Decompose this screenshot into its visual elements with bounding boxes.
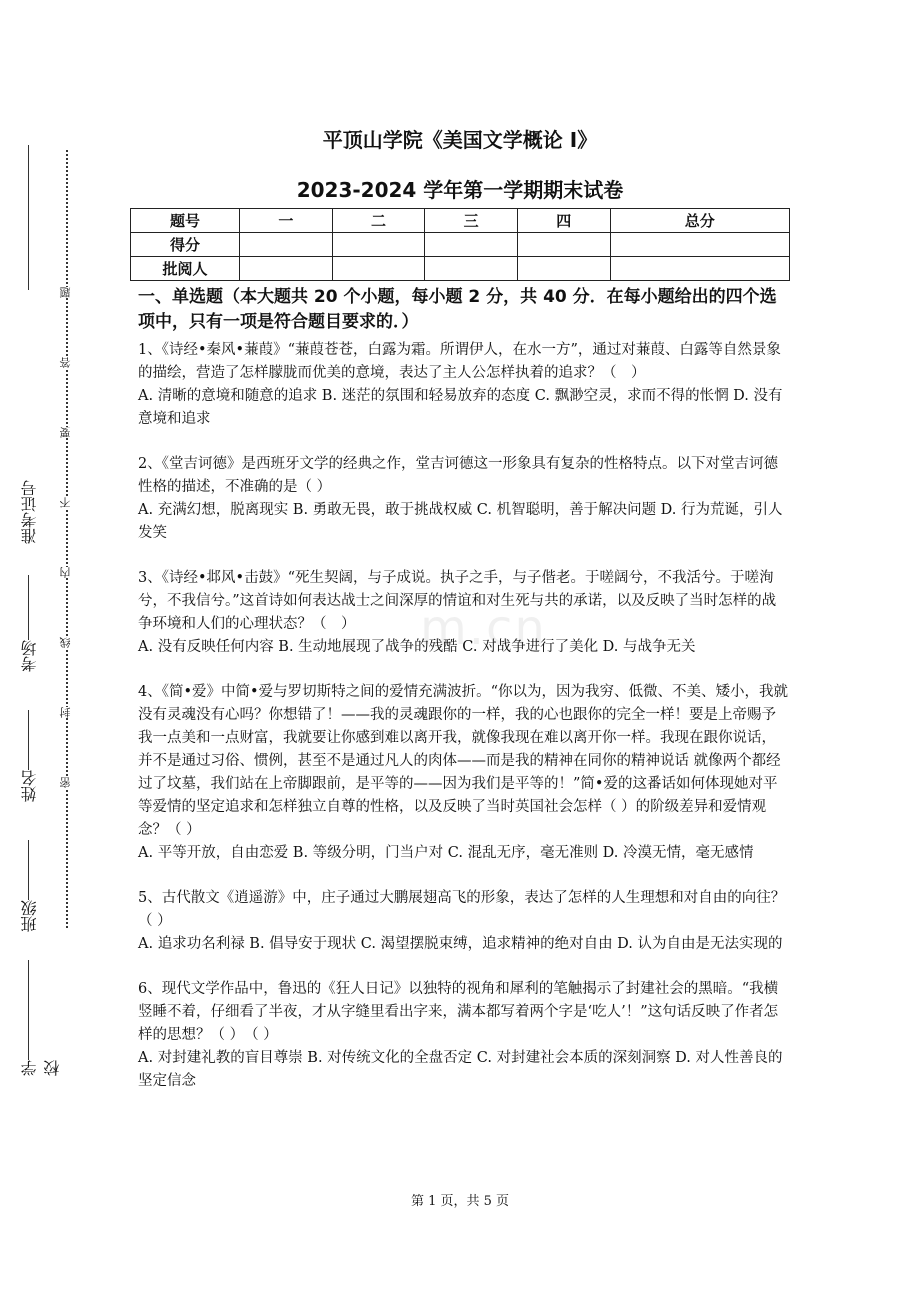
question <box>138 681 788 865</box>
field-line-class <box>28 840 29 900</box>
question <box>138 453 788 545</box>
grader-row <box>131 257 790 281</box>
question-options: A. 平等开放，自由恋爱 B. 等级分明，门当户对 C. 混乱无序，毫无准则 D. 冷漠无情，毫无感情 <box>138 845 754 861</box>
question-options: A. 清晰的意境和随意的追求 B. 迷茫的氛围和轻易放弃的态度 C. 飘渺空灵，求而不得的怅惘 D. 没有意境和追求 <box>138 388 783 427</box>
score-cell[interactable] <box>425 233 518 257</box>
score-col-header: 一 <box>240 209 333 233</box>
question <box>138 339 788 431</box>
field-line-name <box>28 710 29 770</box>
score-cell[interactable] <box>240 233 333 257</box>
score-cell[interactable] <box>610 233 789 257</box>
score-cell[interactable] <box>332 233 425 257</box>
field-line-exam-id <box>28 145 29 290</box>
label-class: 班级 <box>20 900 39 932</box>
question-stem: 3、《诗经•邶风•击鼓》“死生契阔，与子成说。执子之手，与子偕老。于嗟阔兮，不我活兮。于嗟洵兮，不我信兮。”这首诗如何表达战士之间深厚的情谊和对生死与共的承诺，以及反映了当时怎样的战争环境和人们的心理状态？（ ） <box>138 570 777 632</box>
question-options: A. 追求功名利禄 B. 倡导安于现状 C. 渴望摆脱束缚，追求精神的绝对自由 D. 认为自由是无法实现的 <box>138 936 783 952</box>
question-stem: 6、现代文学作品中，鲁迅的《狂人日记》以独特的视角和犀利的笔触揭示了封建社会的黑暗。“我横竖睡不着，仔细看了半夜，才从字缝里看出字来，满本都写着两个字是‘吃人’！”这句话反映了作者怎样的思想？（ ） （ ） <box>138 981 779 1043</box>
page-footer: 第 1 页，共 5 页 <box>410 1194 510 1209</box>
score-table <box>130 208 790 281</box>
label-school: 学校 <box>20 1060 62 1076</box>
exam-title: 平顶山学院《美国文学概论 I》 <box>322 128 598 152</box>
seal-char: 内 <box>59 567 72 578</box>
exam-subtitle: 2023-2024 学年第一学期期末试卷 <box>296 178 624 202</box>
grader-cell[interactable] <box>240 257 333 281</box>
grader-row-label: 批阅人 <box>131 257 240 281</box>
seal-char: 题 <box>59 287 72 298</box>
grader-cell[interactable] <box>425 257 518 281</box>
score-col-header: 总分 <box>610 209 789 233</box>
question-stem: 1、《诗经•秦风•蒹葭》“蒹葭苍苍，白露为霜。所谓伊人，在水一方”，通过对蒹葭、白露等自然景象的描绘，营造了怎样朦胧而优美的意境，表达了主人公怎样执着的追求？（ ） <box>138 342 781 381</box>
question-options: A. 没有反映任何内容 B. 生动地展现了战争的残酷 C. 对战争进行了美化 D. 与战争无关 <box>138 639 696 655</box>
label-name: 姓名 <box>20 770 39 802</box>
exam-content <box>138 285 788 1115</box>
question <box>138 978 788 1093</box>
score-row <box>131 233 790 257</box>
seal-char: 线 <box>59 637 72 648</box>
question-stem: 2、《堂吉诃德》是西班牙文学的经典之作，堂吉诃德这一形象具有复杂的性格特点。以下对堂吉诃德性格的描述，不准确的是（ ） <box>138 456 778 495</box>
field-line-room <box>28 575 29 640</box>
question-stem: 4、《简•爱》中简•爱与罗切斯特之间的爱情充满波折。“你以为，因为我穷、低微、不美、矮小，我就没有灵魂没有心吗？你想错了！——我的灵魂跟你的一样，我的心也跟你的完全一样！要是上帝赐予我一点美和一点财富，我就要让你感到难以离开我，就像我现在难以离开你一样。我现在跟你说话，并不是通过习俗、惯例，甚至不是通过凡人的肉体——而是我的精神在同你的精神说话 就像两个都经过了坟墓，我们站在上帝脚跟前，是平等的——因为我们是平等的！”简•爱的这番话如何体现她对平等爱情的坚定追求和怎样独立自尊的性格，以及反映了当时英国社会怎样（ ）的阶级差异和爱情观念？（ ） <box>138 684 788 838</box>
score-col-header: 三 <box>425 209 518 233</box>
question <box>138 567 788 659</box>
seal-char: 答 <box>59 357 72 368</box>
question-options: A. 充满幻想，脱离现实 B. 勇敢无畏，敢于挑战权威 C. 机智聪明，善于解决问题 D. 行为荒诞，引人发笑 <box>138 502 783 541</box>
section-heading: 一、单选题（本大题共 20 个小题，每小题 2 分，共 40 分．在每小题给出的四个选项中，只有一项是符合题目要求的．） <box>138 287 777 332</box>
watermark: m.cn <box>420 600 547 656</box>
score-col-header: 二 <box>332 209 425 233</box>
label-exam-room: 考场 <box>20 640 39 672</box>
score-col-header: 题号 <box>131 209 240 233</box>
label-exam-id: 准考证号 <box>20 480 39 544</box>
binding-labels <box>18 150 62 1076</box>
score-table-header-row <box>131 209 790 233</box>
question-options: A. 对封建礼教的盲目尊崇 B. 对传统文化的全盘否定 C. 对封建社会本质的深刻洞察 D. 对人性善良的坚定信念 <box>138 1050 783 1089</box>
grader-cell[interactable] <box>517 257 610 281</box>
score-col-header: 四 <box>517 209 610 233</box>
seal-characters <box>56 150 76 950</box>
field-line-school <box>28 960 29 1060</box>
question <box>138 887 788 956</box>
grader-cell[interactable] <box>610 257 789 281</box>
seal-char: 密 <box>59 777 72 788</box>
score-row-label: 得分 <box>131 233 240 257</box>
score-cell[interactable] <box>517 233 610 257</box>
seal-char: 不 <box>59 497 72 508</box>
question-stem: 5、古代散文《逍遥游》中，庄子通过大鹏展翅高飞的形象，表达了怎样的人生理想和对自由的向往？（ ） <box>138 890 786 929</box>
seal-char: 要 <box>59 427 72 438</box>
seal-char: 封 <box>59 707 72 718</box>
grader-cell[interactable] <box>332 257 425 281</box>
